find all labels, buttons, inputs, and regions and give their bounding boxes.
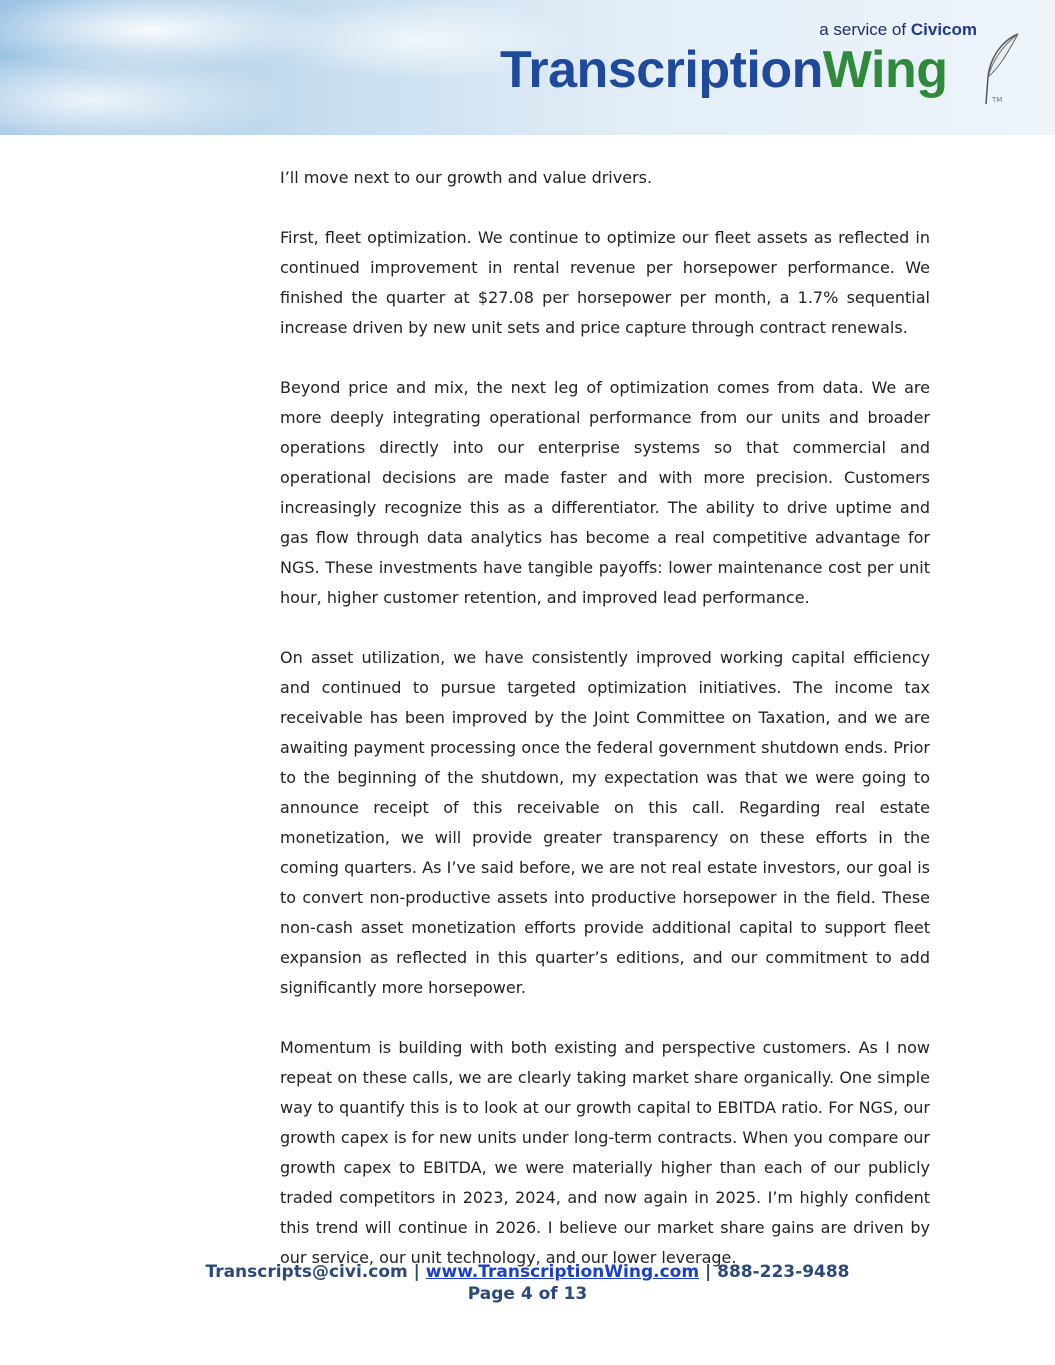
transcript-body: [280, 163, 930, 1303]
paragraph: First, fleet optimization. We continue to optimize our fleet assets as reflected in continued improvement in rental revenue per horsepower performance. We finished the quarter at $27.08 per horsepower per month, a 1.7% sequential increase driven by new unit sets and price capture through contract renewals.: [280, 228, 930, 337]
separator: |: [413, 1262, 420, 1282]
footer-contact: [0, 1261, 1055, 1283]
website-link[interactable]: www.TranscriptionWing.com: [425, 1262, 700, 1282]
paragraph: Momentum is building with both existing and perspective customers. As I now repeat on these calls, we are clearly taking market share organically. One simple way to quantify this is to look at our growth capital to EBITDA ratio. For NGS, our growth capex is for new units under long-term contracts. When you compare our growth capex to EBITDA, we were materially higher than each of our publicly traded competitors in 2023, 2024, and now again in 2025. I’m highly confident this trend will continue in 2026. I believe our market share gains are driven by our service, our unit technology, and our lower leverage.: [280, 1038, 930, 1267]
service-tagline: [819, 20, 977, 40]
logo-part1: Transcription: [500, 41, 823, 99]
paragraph: On asset utilization, we have consistently improved working capital efficiency and continued to pursue targeted optimization initiatives. The income tax receivable has been improved by the Joint Committee on Taxation, and we are awaiting payment processing once the federal government shutdown ends. Prior to the beginning of the shutdown, my expectation was that we were going to announce receipt of this receivable on this call. Regarding real estate monetization, we will provide greater transparency on these efforts in the coming quarters. As I’ve said before, we are not real estate investors, our goal is to convert non-productive assets into productive horsepower in the field. These non-cash asset monetization efforts provide additional capital to support fleet expansion as reflected in this quarter’s editions, and our commitment to add significantly more horsepower.: [280, 648, 930, 997]
trademark: TM: [992, 96, 1003, 104]
paragraph: Beyond price and mix, the next leg of optimization comes from data. We are more deeply integrating operational performance from our units and broader operations directly into our enterprise systems so that commercial and operational decisions are made faster and with more precision. Customers increasingly recognize this as a differentiator. The ability to drive uptime and gas flow through data analytics has become a real competitive advantage for NGS. These investments have tangible payoffs: lower maintenance cost per unit hour, higher customer retention, and improved lead performance.: [280, 378, 930, 607]
footer-email: Transcripts@civi.com: [205, 1262, 408, 1282]
civicom-brand: Civicom: [910, 20, 977, 39]
page-number: Page 4 of 13: [467, 1284, 588, 1304]
service-text: a service of: [819, 20, 907, 39]
header-banner: [0, 0, 1055, 135]
transcriptionwing-logo: [500, 40, 948, 100]
footer-phone: 888-223-9488: [717, 1262, 850, 1282]
separator: |: [704, 1262, 712, 1282]
page-footer: [0, 1261, 1055, 1305]
logo-part2: Wing: [822, 41, 948, 99]
paragraph: I’ll move next to our growth and value drivers.: [280, 168, 653, 187]
